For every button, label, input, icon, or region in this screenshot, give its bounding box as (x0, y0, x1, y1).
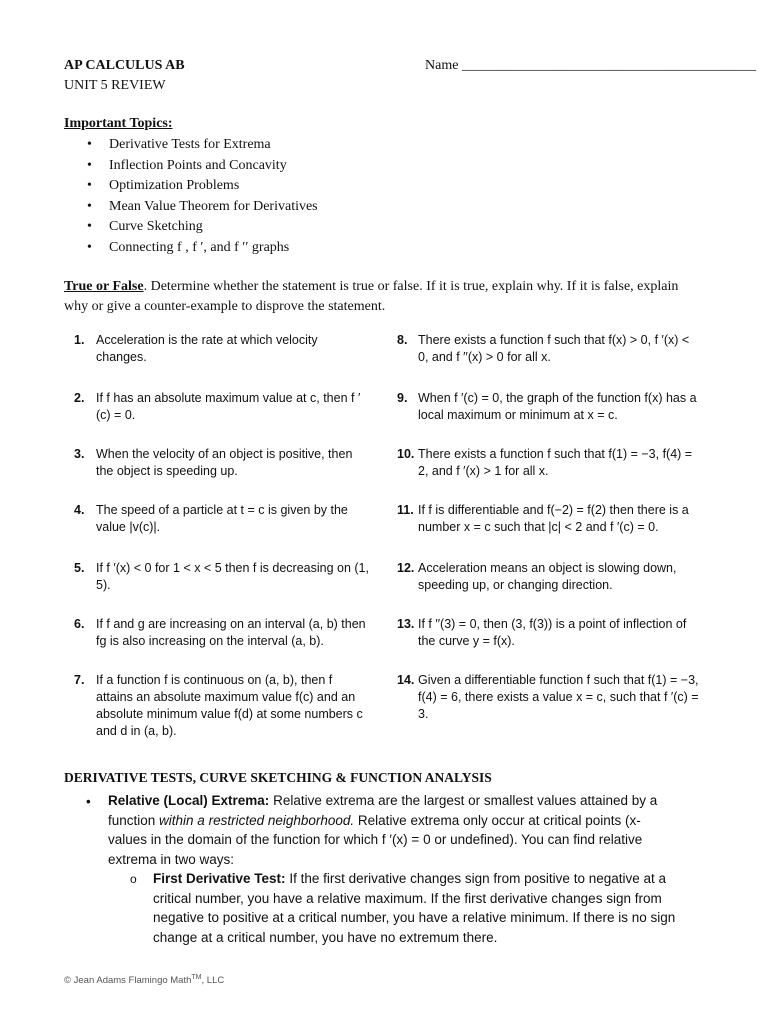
circle-bullet-icon: o (130, 872, 137, 886)
question-text: There exists a function f such that f(x) > 0, f ′(x) < 0, and f ′′(x) > 0 for all x. (418, 333, 690, 364)
question-6 (74, 616, 369, 650)
question-11 (397, 502, 702, 536)
footer-suffix: , LLC (201, 975, 225, 987)
true-false-text: . Determine whether the statement is true or false. If it is true, explain why. If it is false, explain why or give a counter-example to disprove the statement. (64, 279, 679, 314)
question-number: 5. (74, 561, 85, 575)
question-number: 6. (74, 617, 85, 631)
trademark: TM (191, 974, 202, 981)
topics-list (83, 135, 318, 259)
question-3 (74, 446, 369, 480)
question-text: If f is differentiable and f(−2) = f(2) then there is a number x = c such that |c| < 2 and f ′(c) = 0. (418, 503, 689, 534)
question-text: If f ′(x) < 0 for 1 < x < 5 then f is decreasing on (1, 5). (96, 561, 369, 592)
unit-title: UNIT 5 REVIEW (64, 78, 166, 93)
question-text: If f ′′(3) = 0, then (3, f(3)) is a point of inflection of the curve y = f(x). (418, 617, 687, 648)
section-title: DERIVATIVE TESTS, CURVE SKETCHING & FUNCTION ANALYSIS (64, 770, 492, 785)
question-text: When f ′(c) = 0, the graph of the function f(x) has a local maximum or minimum at x = c. (418, 391, 697, 422)
question-13 (397, 616, 702, 650)
true-false-heading: True or False (64, 279, 144, 294)
question-2 (74, 390, 369, 424)
question-4 (74, 502, 369, 536)
relative-extrema-text-2: Relative extrema only occur at critical points (x-values in the domain of the function for which f ′(x) = 0 or undefined). You can find relative extrema in two ways: (108, 812, 643, 867)
question-number: 11. (397, 503, 414, 517)
question-text: If a function f is continuous on (a, b), then f attains an absolute maximum value f(c) and an absolute minimum value f(d) at some numbers c and d in (a, b). (96, 673, 363, 738)
question-text: When the velocity of an object is positive, then the object is speeding up. (96, 447, 353, 478)
question-number: 4. (74, 503, 85, 517)
question-10 (397, 446, 702, 480)
first-derivative-test-label: First Derivative Test: (153, 871, 286, 886)
question-1 (74, 332, 369, 366)
question-text: Acceleration means an object is slowing down, speeding up, or changing direction. (418, 561, 677, 592)
topic-item: • Optimization Problems (83, 176, 318, 197)
topic-item: • Connecting f , f ′, and f ′′ graphs (83, 238, 318, 259)
course-title: AP CALCULUS AB (64, 58, 185, 73)
topics-heading: Important Topics: (64, 116, 173, 131)
bullet-icon: • (86, 794, 91, 809)
question-text: If f has an absolute maximum value at c, then f ′(c) = 0. (96, 391, 361, 422)
question-number: 7. (74, 673, 85, 687)
first-derivative-test-text: If the first derivative changes sign from positive to negative at a critical number, you have a relative maximum. If the first derivative changes sign from negative to positive at a critical number, you have a relative minimum. If there is no sign change at a critical number, you have no extremum there. (153, 871, 676, 945)
name-field[interactable] (425, 58, 756, 74)
question-text: Acceleration is the rate at which velocity changes. (96, 333, 318, 364)
question-12 (397, 560, 702, 594)
question-8 (397, 332, 702, 366)
question-number: 12. (397, 561, 415, 575)
question-number: 8. (397, 333, 408, 347)
question-number: 2. (74, 391, 85, 405)
name-label: Name (425, 58, 459, 73)
relative-extrema-label: Relative (Local) Extrema: (108, 793, 270, 808)
relative-extrema-text: Relative extrema are the largest or smallest values attained by a function (108, 793, 658, 828)
question-text: Given a differentiable function f such that f(1) = −3, f(4) = 6, there exists a value x = c, such that f ′(c) = 3. (418, 673, 699, 721)
question-number: 10. (397, 447, 415, 461)
topic-item: • Mean Value Theorem for Derivatives (83, 197, 318, 218)
question-number: 9. (397, 391, 408, 405)
name-line: __________________________________________ (461, 58, 756, 73)
question-text: If f and g are increasing on an interval (a, b) then fg is also increasing on the interval (a, b). (96, 617, 366, 648)
first-derivative-test-paragraph (153, 869, 678, 947)
topic-item: • Inflection Points and Concavity (83, 156, 318, 177)
topic-item: • Derivative Tests for Extrema (83, 135, 318, 156)
question-9 (397, 390, 702, 424)
question-number: 13. (397, 617, 415, 631)
relative-extrema-italic: within a restricted neighborhood. (159, 812, 355, 828)
question-7 (74, 672, 369, 740)
question-text: There exists a function f such that f(1) = −3, f(4) = 2, and f ′(x) > 1 for all x. (418, 447, 693, 478)
question-number: 3. (74, 447, 85, 461)
question-text: The speed of a particle at t = c is given by the value |v(c)|. (96, 503, 348, 534)
question-5 (74, 560, 369, 594)
question-number: 14. (397, 673, 415, 687)
question-14 (397, 672, 702, 723)
copyright-footer (64, 974, 224, 986)
question-number: 1. (74, 333, 85, 347)
relative-extrema-paragraph (108, 791, 678, 869)
footer-text: © Jean Adams Flamingo Math (64, 975, 192, 987)
topic-item: • Curve Sketching (83, 217, 318, 238)
true-false-instructions (64, 277, 704, 317)
